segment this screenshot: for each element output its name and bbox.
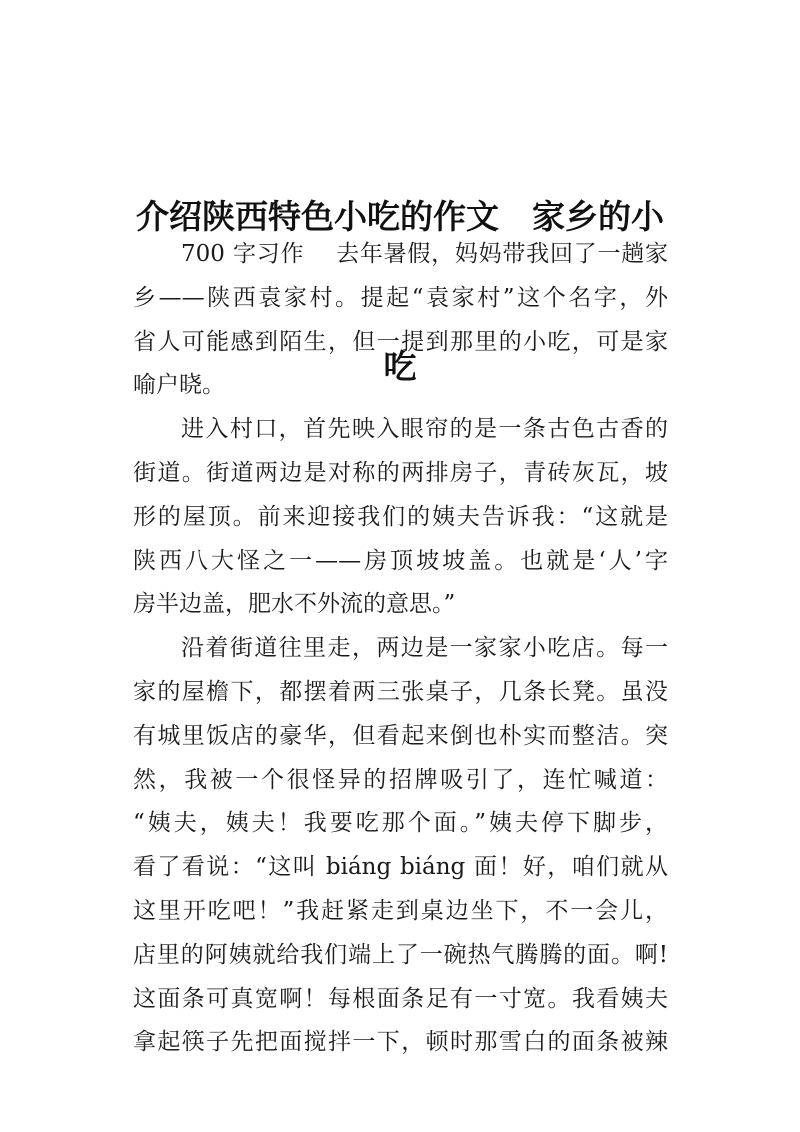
body-text-line: 形的屋顶。前来迎接我们的姨夫告诉我：“这就是 [133, 503, 668, 530]
body-text-line: 然，我被一个很怪异的招牌吸引了，连忙喊道： [133, 766, 668, 793]
body-text-line: 街道。街道两边是对称的两排房子，青砖灰瓦，坡 [133, 459, 668, 486]
body-text-line: 拿起筷子先把面搅拌一下，顿时那雪白的面条被辣 [133, 1029, 668, 1056]
title-line: 介绍陕西特色小吃的作文 家乡的小 [136, 197, 664, 236]
body-text-line: 有城里饭店的豪华，但看起来倒也朴实而整洁。突 [133, 722, 668, 749]
body-text-line: 陕西八大怪之一——房顶坡坡盖。也就是‘人’字 [133, 547, 668, 574]
body-text-line: 沿着街道往里走，两边是一家家小吃店。每一 [181, 635, 668, 662]
title-line: 吃 [383, 347, 417, 386]
body-text-line: 省人可能感到陌生，但一提到那里的小吃，可是家 [133, 328, 668, 355]
article-body [133, 233, 668, 1065]
body-text-line: 700 字习作 去年暑假，妈妈带我回了一趟家 [181, 241, 668, 267]
body-text-line: 进入村口，首先映入眼帘的是一条古色古香的 [181, 416, 668, 443]
body-text-line: 乡——陕西袁家村。提起“袁家村”这个名字，外 [133, 284, 668, 311]
body-text-line: 喻户晓。 [133, 372, 225, 399]
body-text-line: 房半边盖，肥水不外流的意思。” [133, 591, 456, 618]
body-text-line: 店里的阿姨就给我们端上了一碗热气腾腾的面。啊! [133, 941, 668, 968]
body-text-line: 家的屋檐下，都摆着两三张桌子，几条长凳。虽没 [133, 678, 668, 705]
body-text-line: “姨夫，姨夫！我要吃那个面。”姨夫停下脚步， [133, 810, 668, 837]
body-text-line: 这里开吃吧！”我赶紧走到桌边坐下，不一会儿， [133, 897, 668, 924]
body-text-line: 这面条可真宽啊！每根面条足有一寸宽。我看姨夫 [133, 985, 668, 1012]
body-text-line: 看了看说：“这叫 biáng biáng 面！好，咱们就从 [133, 854, 668, 881]
